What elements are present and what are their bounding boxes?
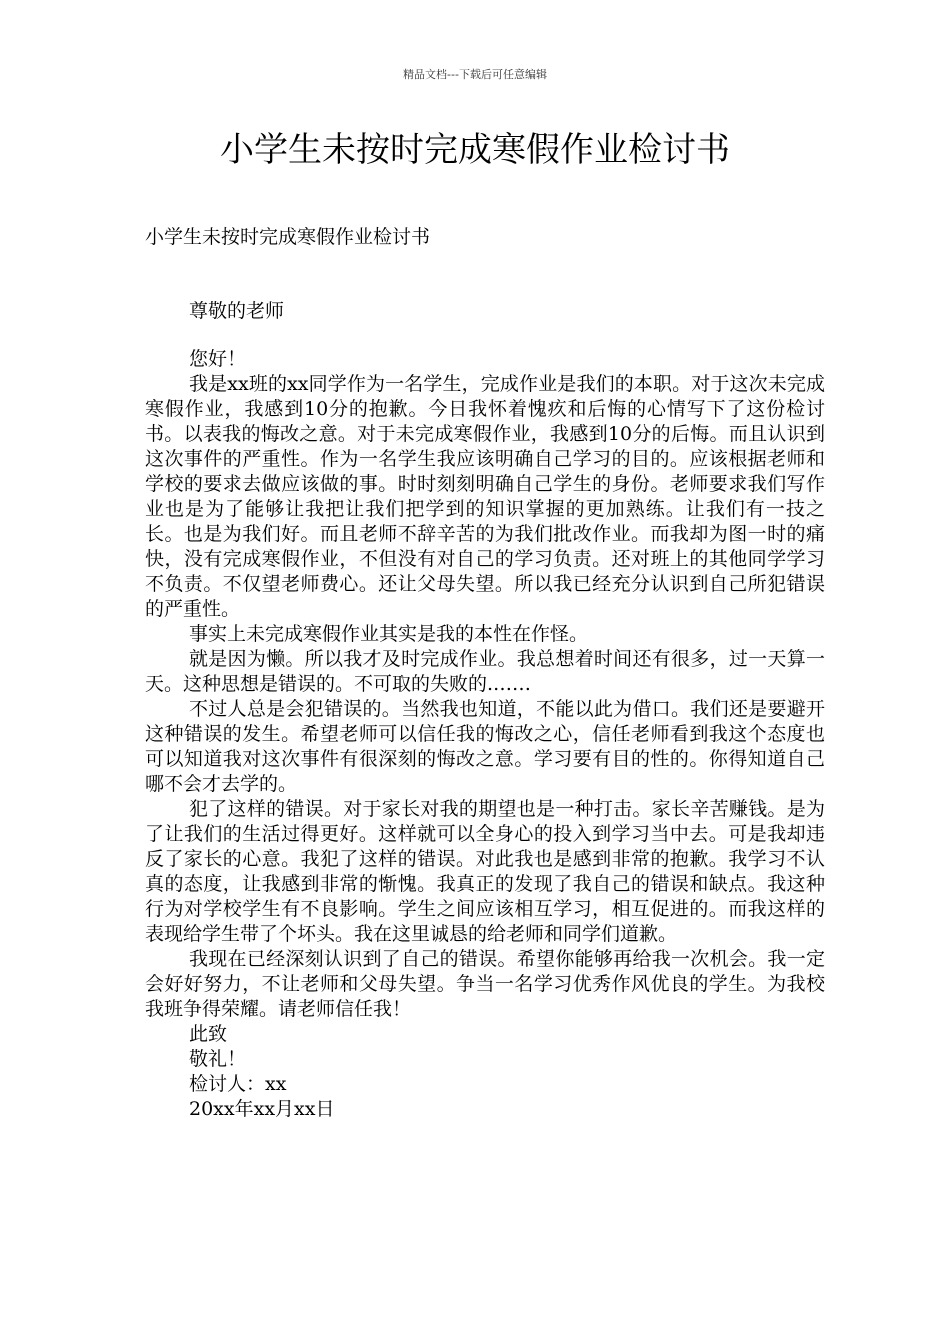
salutation: 尊敬的老师: [189, 300, 285, 322]
date: 20xx年xx月xx日: [189, 1098, 335, 1120]
signature: 检讨人：xx: [189, 1073, 287, 1095]
closing-salute: 敬礼！: [189, 1048, 247, 1070]
document-subtitle: 小学生未按时完成寒假作业检讨书: [145, 226, 431, 248]
paragraph: 就是因为懒。所以我才及时完成作业。我总想着时间还有很多，过一天算一天。这种思想是错误的。不可取的失败的.……: [145, 648, 825, 695]
greeting: 您好！: [189, 348, 247, 370]
header-note: 精品文档---下载后可任意编辑: [403, 68, 547, 81]
paragraph: 我是xx班的xx同学作为一名学生，完成作业是我们的本职。对于这次未完成寒假作业，我感到10分的抱歉。今日我怀着愧疚和后悔的心情写下了这份检讨书。以表我的悔改之意。对于未完成寒假作业，我感到10分的后悔。而且认识到这次事件的严重性。作为一名学生我应该明确自己学习的目的。应该根据老师和学校的要求去做应该做的事。时时刻刻明确自己学生的身份。老师要求我们写作业也是为了能够让我把让我们把学到的知识掌握的更加熟练。让我们有一技之长。也是为我们好。而且老师不辞辛苦的为我们批改作业。而我却为图一时的痛快，没有完成寒假作业，不但没有对自己的学习负责。还对班上的其他同学学习不负责。不仅望老师费心。还让父母失望。所以我已经充分认识到自己所犯错误的严重性。: [145, 373, 825, 620]
paragraph: 事实上未完成寒假作业其实是我的本性在作怪。: [189, 623, 589, 645]
paragraph: 我现在已经深刻认识到了自己的错误。希望你能够再给我一次机会。我一定会好好努力，不让老师和父母失望。争当一名学习优秀作风优良的学生。为我校我班争得荣耀。请老师信任我！: [145, 948, 825, 1020]
paragraph: 不过人总是会犯错误的。当然我也知道，不能以此为借口。我们还是要避开这种错误的发生。希望老师可以信任我的悔改之心，信任老师看到我这个态度也可以知道我对这次事件有很深刻的悔改之意。学习要有目的性的。你得知道自己哪不会才去学的。: [145, 698, 825, 795]
closing-line: 此致: [189, 1023, 228, 1045]
paragraph: 犯了这样的错误。对于家长对我的期望也是一种打击。家长辛苦赚钱。是为了让我们的生活过得更好。这样就可以全身心的投入到学习当中去。可是我却违反了家长的心意。我犯了这样的错误。对此我也是感到非常的抱歉。我学习不认真的态度，让我感到非常的惭愧。我真正的发现了我自己的错误和缺点。我这种行为对学校学生有不良影响。学生之间应该相互学习，相互促进的。而我这样的表现给学生带了个坏头。我在这里诚恳的给老师和同学们道歉。: [145, 798, 825, 945]
document-title: 小学生未按时完成寒假作业检讨书: [220, 130, 730, 170]
letter-body: [145, 347, 825, 1122]
